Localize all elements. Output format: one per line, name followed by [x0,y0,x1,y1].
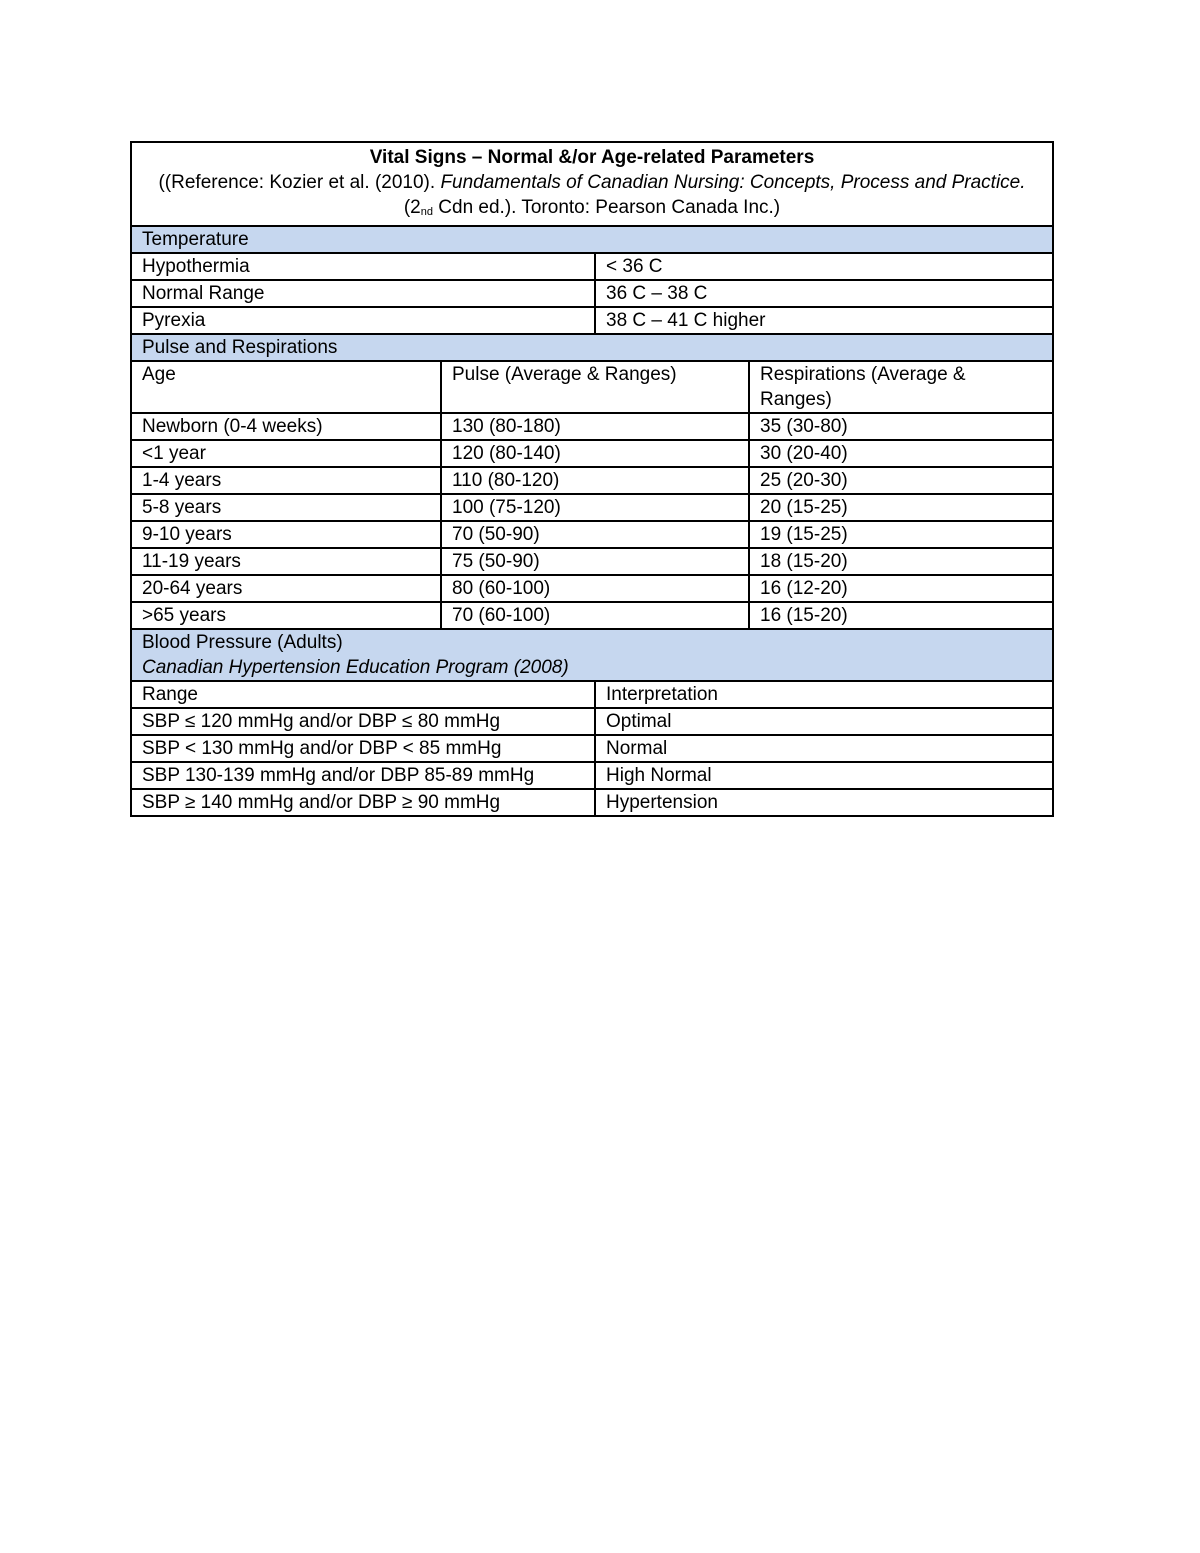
age-cell: 1-4 years [142,470,222,491]
table-row [132,734,1052,761]
temperature-heading: Temperature [132,227,1052,252]
bp-interpretation-cell: Normal [594,736,1052,761]
table-title: Vital Signs – Normal &/or Age-related Parameters [369,147,815,168]
pulse-cell: 80 (60-100) [440,576,748,601]
table-row [132,466,1052,493]
table-row [132,601,1052,628]
column-header-age: Age [142,364,176,385]
table-row [132,788,1052,815]
reference-book-title: Fundamentals of Canadian Nursing: Concepts, Process and Practice. [440,172,1026,193]
pulse-cell: 120 (80-140) [440,441,748,466]
pulse-cell: 75 (50-90) [440,549,748,574]
table-row [132,306,1052,333]
temperature-label: Hypothermia [142,256,250,277]
age-cell: Newborn (0-4 weeks) [142,416,323,437]
table-row [132,412,1052,439]
age-cell: 9-10 years [142,524,232,545]
reference-edition-open: (2 [403,197,421,218]
table-row [132,252,1052,279]
column-header-interpretation: Interpretation [594,682,1052,707]
bp-range-cell: SBP ≤ 120 mmHg and/or DBP ≤ 80 mmHg [142,711,501,732]
bp-range-cell: SBP 130-139 mmHg and/or DBP 85-89 mmHg [142,765,535,786]
bp-range-cell: SBP < 130 mmHg and/or DBP < 85 mmHg [142,738,502,759]
table-row [132,279,1052,306]
temperature-value: 36 C – 38 C [594,281,1052,306]
pulse-cell: 130 (80-180) [440,414,748,439]
reference-edition-rest: Cdn ed.). Toronto: Pearson Canada Inc.) [433,197,781,218]
bp-interpretation-cell: High Normal [594,763,1052,788]
respirations-cell: 19 (15-25) [748,522,1052,547]
respirations-cell: 16 (15-20) [748,603,1052,628]
temperature-value: < 36 C [594,254,1052,279]
age-cell: <1 year [142,443,206,464]
title-row [132,143,1052,225]
respirations-cell: 35 (30-80) [748,414,1052,439]
pulse-cell: 70 (50-90) [440,522,748,547]
title-cell [132,143,1052,225]
blood-pressure-source: Canadian Hypertension Education Program (2008) [142,657,569,678]
temperature-label: Normal Range [142,283,265,304]
respirations-cell: 20 (15-25) [748,495,1052,520]
temperature-value: 38 C – 41 C higher [594,308,1052,333]
column-header-pulse: Pulse (Average & Ranges) [440,362,748,412]
temperature-section-row [132,225,1052,252]
table-row [132,439,1052,466]
bp-column-headers [132,680,1052,707]
age-cell: 5-8 years [142,497,222,518]
pulse-cell: 70 (60-100) [440,603,748,628]
reference-citation [142,170,1042,223]
reference-prefix: ((Reference: Kozier et al. (2010). [158,172,441,193]
table-row [132,574,1052,601]
respirations-cell: 30 (20-40) [748,441,1052,466]
table-row [132,707,1052,734]
bp-interpretation-cell: Hypertension [594,790,1052,815]
age-cell: >65 years [142,605,226,626]
table-row [132,547,1052,574]
table-row [132,493,1052,520]
column-header-respirations: Respirations (Average & Ranges) [748,362,1052,412]
blood-pressure-section-row [132,628,1052,680]
respirations-cell: 18 (15-20) [748,549,1052,574]
respirations-cell: 25 (20-30) [748,468,1052,493]
pulse-cell: 110 (80-120) [440,468,748,493]
pulse-column-headers [132,360,1052,412]
pulse-heading: Pulse and Respirations [132,335,1052,360]
pulse-cell: 100 (75-120) [440,495,748,520]
temperature-label: Pyrexia [142,310,206,331]
age-cell: 20-64 years [142,578,243,599]
blood-pressure-heading-cell [132,630,1052,680]
table-row [132,761,1052,788]
table-row [132,520,1052,547]
bp-range-cell: SBP ≥ 140 mmHg and/or DBP ≥ 90 mmHg [142,792,501,813]
vital-signs-table [130,141,1054,817]
age-cell: 11-19 years [142,551,241,572]
reference-edition-sup: nd [420,206,433,218]
column-header-range: Range [142,684,198,705]
pulse-section-row [132,333,1052,360]
respirations-cell: 16 (12-20) [748,576,1052,601]
blood-pressure-heading: Blood Pressure (Adults) [142,632,343,653]
bp-interpretation-cell: Optimal [594,709,1052,734]
